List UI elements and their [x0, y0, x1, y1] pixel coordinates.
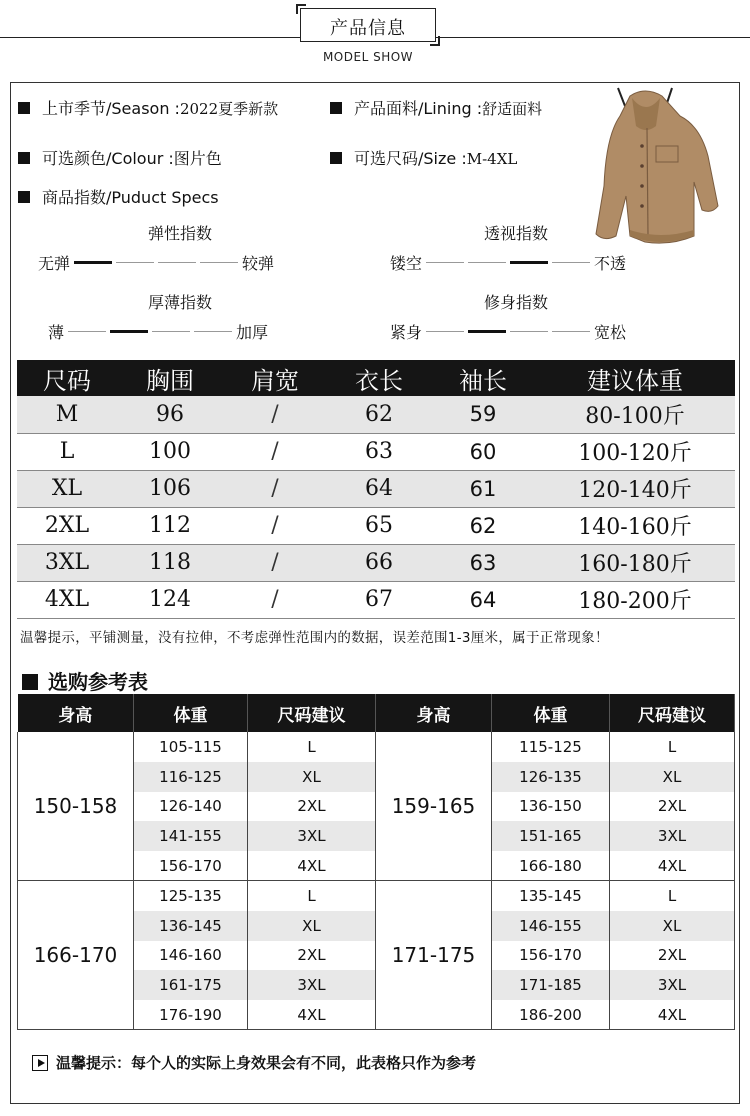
table-row [18, 881, 735, 911]
spec-left-label: 薄 [48, 323, 65, 342]
table-cell: 2XL [610, 792, 735, 822]
table-cell: 3XL [17, 544, 117, 581]
height-cell: 159-165 [376, 732, 492, 881]
table-cell: L [248, 732, 376, 762]
bullet-square-icon [22, 674, 38, 690]
table-cell: 60 [431, 433, 535, 470]
spec-segment [426, 331, 464, 332]
table-cell: XL [610, 762, 735, 792]
table-cell: 2XL [248, 792, 376, 822]
table-cell: 124 [117, 581, 223, 618]
table-cell: 118 [117, 544, 223, 581]
col-header-chest: 胸围 [117, 360, 223, 396]
table-cell: L [248, 881, 376, 911]
table-cell: XL [610, 911, 735, 941]
table-cell: 2XL [248, 941, 376, 971]
table-cell: 180-200斤 [535, 581, 735, 618]
col-header-shoulder: 肩宽 [223, 360, 327, 396]
spec-right-label: 不透 [594, 254, 627, 273]
table-cell: / [223, 581, 327, 618]
table-cell: 4XL [610, 851, 735, 881]
table-cell: 66 [327, 544, 431, 581]
table-cell: 105-115 [134, 732, 248, 762]
table-cell: 136-145 [134, 911, 248, 941]
bullet-square-icon [18, 102, 30, 114]
spec-segment [110, 330, 148, 333]
table-cell: / [223, 507, 327, 544]
table-cell: 2XL [17, 507, 117, 544]
col-header-height-2: 身高 [376, 694, 492, 732]
header-line-right [436, 37, 750, 38]
spec-segment [158, 262, 196, 263]
spec-left-label: 镂空 [390, 254, 423, 273]
table-cell: 4XL [248, 851, 376, 881]
info-colour: 可选颜色/Colour :图片色 [18, 146, 222, 169]
table-cell: / [223, 396, 327, 433]
table-cell: 176-190 [134, 1000, 248, 1030]
spec-segment [74, 261, 112, 264]
spec-segment [68, 331, 106, 332]
table-row [17, 581, 735, 618]
table-cell: 2XL [610, 941, 735, 971]
page-subtitle: MODEL SHOW [322, 50, 414, 64]
spec-scale-thickness [48, 320, 268, 343]
bullet-square-icon [18, 152, 30, 164]
table-cell: 126-140 [134, 792, 248, 822]
spec-left-label: 无弹 [38, 254, 71, 273]
info-season: 上市季节/Season :2022夏季新款 [18, 96, 278, 119]
col-header-size: 尺码 [17, 360, 117, 396]
table-cell: / [223, 544, 327, 581]
spec-right-label: 较弹 [242, 254, 275, 273]
table-cell: 3XL [248, 970, 376, 1000]
table-cell: 64 [431, 581, 535, 618]
spec-segment [152, 331, 190, 332]
table-cell: 100 [117, 433, 223, 470]
col-header-size-2: 尺码建议 [610, 694, 735, 732]
header-box [300, 8, 436, 42]
table-cell: 156-170 [134, 851, 248, 881]
reference-note: 温馨提示：每个人的实际上身效果会有不同，此表格只作为参考 [32, 1052, 476, 1073]
table-cell: 106 [117, 470, 223, 507]
col-header-weight-2: 体重 [492, 694, 610, 732]
table-cell: 125-135 [134, 881, 248, 911]
table-cell: L [610, 732, 735, 762]
reference-table [17, 694, 735, 1030]
table-cell: XL [248, 911, 376, 941]
table-cell: 161-175 [134, 970, 248, 1000]
spec-segment [552, 262, 590, 263]
table-cell: 135-145 [492, 881, 610, 911]
spec-segment [510, 261, 548, 264]
table-cell: 64 [327, 470, 431, 507]
table-cell: 151-165 [492, 821, 610, 851]
table-cell: 126-135 [492, 762, 610, 792]
table-cell: L [610, 881, 735, 911]
height-cell: 171-175 [376, 881, 492, 1030]
table-cell: 136-150 [492, 792, 610, 822]
table-cell: 171-185 [492, 970, 610, 1000]
table-cell: 116-125 [134, 762, 248, 792]
spec-scale-elasticity [38, 251, 274, 274]
spec-right-label: 加厚 [236, 323, 269, 342]
table-cell: 160-180斤 [535, 544, 735, 581]
spec-segment [200, 262, 238, 263]
spec-segment [426, 262, 464, 263]
table-cell: 141-155 [134, 821, 248, 851]
table-cell: / [223, 433, 327, 470]
table-cell: 59 [431, 396, 535, 433]
spec-segment [116, 262, 154, 263]
table-cell: 146-155 [492, 911, 610, 941]
height-cell: 166-170 [18, 881, 134, 1030]
table-cell: XL [17, 470, 117, 507]
bullet-square-icon [18, 191, 30, 203]
page-title: 产品信息 [330, 18, 406, 39]
table-cell: 166-180 [492, 851, 610, 881]
info-size: 可选尺码/Size :M-4XL [330, 146, 517, 169]
table-cell: 4XL [610, 1000, 735, 1030]
bullet-square-icon [330, 102, 342, 114]
info-specs: 商品指数/Puduct Specs [18, 185, 219, 208]
spec-title-elasticity: 弹性指数 [147, 224, 212, 243]
table-cell: 100-120斤 [535, 433, 735, 470]
play-icon [32, 1055, 48, 1071]
table-cell: M [17, 396, 117, 433]
table-cell: 3XL [610, 821, 735, 851]
table-cell: 63 [431, 544, 535, 581]
col-header-size-1: 尺码建议 [248, 694, 376, 732]
spec-segment [468, 262, 506, 263]
col-header-weight-1: 体重 [134, 694, 248, 732]
header-line-left [0, 37, 300, 38]
spec-segment [468, 330, 506, 333]
col-header-sleeve: 袖长 [431, 360, 535, 396]
table-row [17, 507, 735, 544]
table-cell: 140-160斤 [535, 507, 735, 544]
table-cell: 67 [327, 581, 431, 618]
table-cell: 146-160 [134, 941, 248, 971]
table-cell: 3XL [610, 970, 735, 1000]
table-cell: 61 [431, 470, 535, 507]
spec-segment [510, 331, 548, 332]
spec-title-fit: 修身指数 [483, 293, 548, 312]
table-cell: 4XL [248, 1000, 376, 1030]
table-cell: 96 [117, 396, 223, 433]
table-row [18, 732, 735, 762]
table-cell: 120-140斤 [535, 470, 735, 507]
table-cell: 112 [117, 507, 223, 544]
reference-title: 选购参考表 [22, 666, 148, 695]
spec-scale-fit [390, 320, 626, 343]
table-cell: 115-125 [492, 732, 610, 762]
table-cell: 62 [327, 396, 431, 433]
table-cell: 4XL [17, 581, 117, 618]
size-table-header [17, 360, 735, 396]
spec-segment [552, 331, 590, 332]
height-cell: 150-158 [18, 732, 134, 881]
info-lining: 产品面料/Lining :舒适面料 [330, 96, 542, 119]
table-row [17, 470, 735, 507]
table-cell: / [223, 470, 327, 507]
table-cell: 65 [327, 507, 431, 544]
table-row [17, 396, 735, 433]
table-cell: XL [248, 762, 376, 792]
measurement-note: 温馨提示，平铺测量，没有拉伸，不考虑弹性范围内的数据，误差范围1-3厘米，属于正常现象！ [20, 630, 609, 646]
table-cell: L [17, 433, 117, 470]
bullet-square-icon [330, 152, 342, 164]
table-row [17, 544, 735, 581]
col-header-height-1: 身高 [18, 694, 134, 732]
table-cell: 80-100斤 [535, 396, 735, 433]
table-row [17, 433, 735, 470]
spec-right-label: 宽松 [594, 323, 627, 342]
jacket-image [590, 86, 720, 262]
size-table [17, 360, 735, 619]
reference-table-header [18, 694, 735, 732]
spec-left-label: 紧身 [390, 323, 423, 342]
spec-title-transparency: 透视指数 [483, 224, 548, 243]
col-header-weight: 建议体重 [535, 360, 735, 396]
table-cell: 63 [327, 433, 431, 470]
table-cell: 186-200 [492, 1000, 610, 1030]
table-cell: 156-170 [492, 941, 610, 971]
spec-title-thickness: 厚薄指数 [147, 293, 212, 312]
spec-segment [194, 331, 232, 332]
table-cell: 62 [431, 507, 535, 544]
table-cell: 3XL [248, 821, 376, 851]
col-header-length: 衣长 [327, 360, 431, 396]
